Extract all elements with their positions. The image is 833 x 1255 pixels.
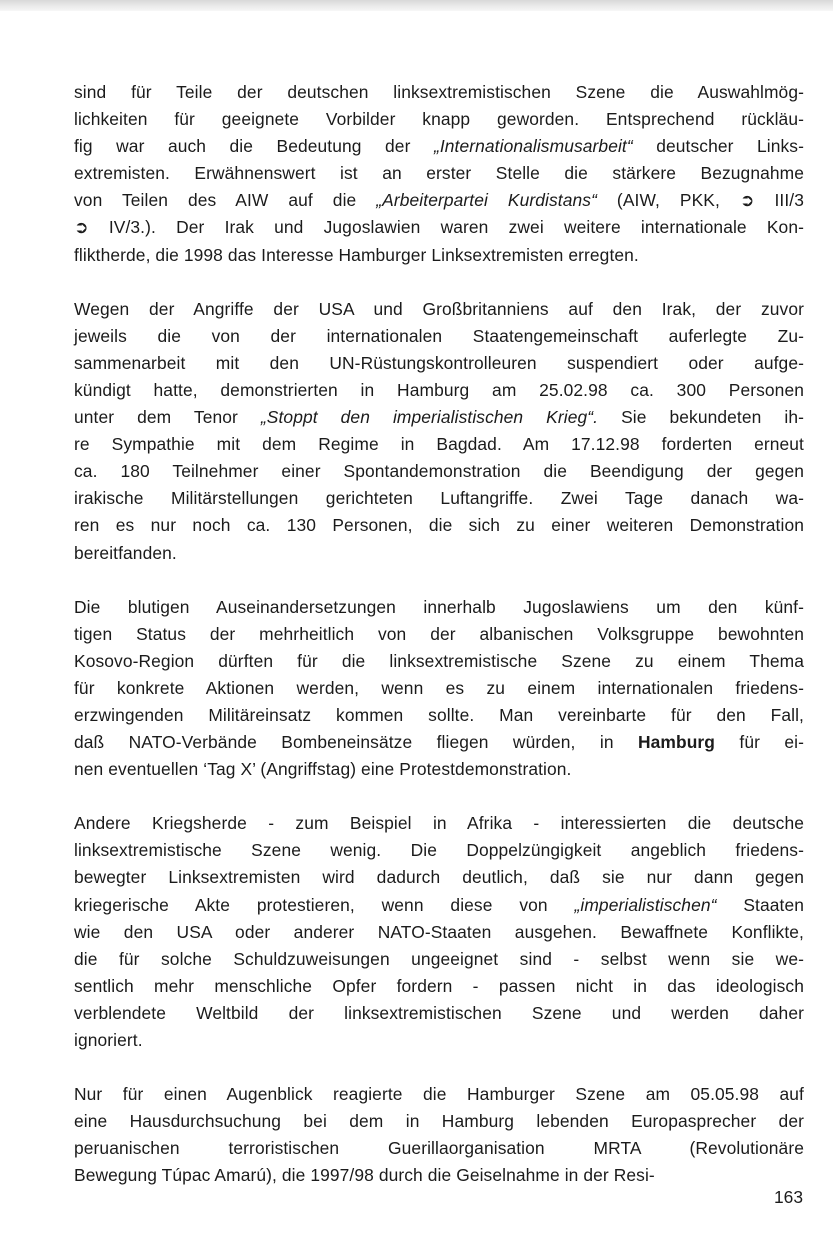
text-run: Nur für einen Augenblick reagierte die Hamburger Szene am 05.05.98 auf [74, 1084, 804, 1105]
text-line [74, 973, 804, 1000]
text-run: tigen Status der mehrheitlich von der albanischen Volksgruppe bewohnten [74, 623, 804, 644]
text-run: nen eventuellen ‘Tag X’ (Angriffstag) eine Protestdemonstration. [74, 759, 572, 780]
text-run: (AIW, PKK, ➲ III/3 [596, 190, 804, 211]
text-line [74, 756, 804, 783]
text-run: fliktherde, die 1998 das Interesse Hamburger Linksextremisten erregten. [74, 244, 639, 265]
paragraph [74, 810, 804, 1054]
text-line [74, 621, 804, 648]
text-line [74, 160, 804, 187]
text-line [74, 214, 804, 241]
text-run: Andere Kriegsherde - zum Beispiel in Afrika - interessierten die deutsche [74, 813, 804, 834]
text-run: von Teilen des AIW auf die [74, 190, 377, 211]
page-number: 163 [773, 1187, 803, 1207]
text-run: Die blutigen Auseinandersetzungen innerhalb Jugoslawiens um den künf- [74, 596, 804, 617]
text-run: kriegerische Akte protestieren, wenn diese von [74, 894, 575, 915]
text-run: unter dem Tenor [74, 407, 261, 428]
text-run: erzwingenden Militäreinsatz kommen sollte. Man vereinbarte für den Fall, [74, 704, 804, 725]
text-run: die für solche Schuldzuweisungen ungeeignet sind - selbst wenn sie we- [74, 948, 804, 969]
paragraph [74, 594, 804, 784]
text-run: für ei- [715, 732, 804, 753]
text-line [74, 648, 804, 675]
text-line [74, 377, 804, 404]
paragraph [74, 1081, 804, 1189]
text-line [74, 1027, 804, 1054]
text-line [74, 594, 804, 621]
text-run: fig war auch die Bedeutung der [74, 136, 434, 157]
italic-quote: „Arbeiterpartei Kurdistans“ [376, 190, 597, 211]
text-run: bewegter Linksextremisten wird dadurch deutlich, daß sie nur dann gegen [74, 867, 804, 888]
text-run: wie den USA oder anderer NATO-Staaten ausgehen. Bewaffnete Konflikte, [74, 921, 804, 942]
text-line [74, 1162, 804, 1189]
text-line [74, 404, 804, 431]
text-run: Staaten [716, 894, 804, 915]
text-line [74, 242, 804, 269]
text-run: linksextremistische Szene wenig. Die Doppelzüngigkeit angeblich friedens- [74, 840, 804, 861]
text-run: sammenarbeit mit den UN-Rüstungskontrolleuren suspendiert oder aufge- [74, 352, 804, 373]
text-line [74, 512, 804, 539]
text-line [74, 919, 804, 946]
text-line [74, 431, 804, 458]
text-run: bereitfanden. [74, 542, 177, 563]
text-run: Wegen der Angriffe der USA und Großbritanniens auf den Irak, der zuvor [74, 298, 804, 319]
text-line [74, 485, 804, 512]
text-line [74, 864, 804, 891]
text-line [74, 675, 804, 702]
text-line [74, 458, 804, 485]
text-line [74, 702, 804, 729]
text-run: kündigt hatte, demonstrierten in Hamburg am 25.02.98 ca. 300 Personen [74, 379, 804, 400]
text-run: ren es nur noch ca. 130 Personen, die sich zu einer weiteren Demonstration [74, 515, 804, 536]
text-run: jeweils die von der internationalen Staatengemeinschaft auferlegte Zu- [74, 325, 804, 346]
text-run: deutscher Links- [632, 136, 804, 157]
paragraph [74, 296, 804, 567]
page-body [74, 79, 804, 1216]
text-line [74, 296, 804, 323]
text-run: sentlich mehr menschliche Opfer fordern - passen nicht in das ideologisch [74, 975, 804, 996]
text-line [74, 187, 804, 214]
text-run: daß NATO-Verbände Bombeneinsätze fliegen würden, in [74, 732, 638, 753]
text-run: Kosovo-Region dürften für die linksextremistische Szene zu einem Thema [74, 650, 804, 671]
text-run: ignoriert. [74, 1030, 143, 1050]
paragraph [74, 79, 804, 269]
scan-top-edge [0, 0, 833, 11]
italic-quote: „imperialistischen“ [574, 894, 717, 915]
text-line [74, 323, 804, 350]
text-run: peruanischen terroristischen Guerillaorganisation MRTA (Revolutionäre [74, 1138, 804, 1159]
text-line [74, 1135, 804, 1162]
text-run: eine Hausdurchsuchung bei dem in Hamburg lebenden Europasprecher der [74, 1111, 804, 1132]
text-line [74, 1081, 804, 1108]
text-line [74, 892, 804, 919]
text-line [74, 540, 804, 567]
text-run: extremisten. Erwähnenswert ist an erster Stelle die stärkere Bezugnahme [74, 163, 804, 184]
text-run: ➲ IV/3.). Der Irak und Jugoslawien waren zwei weitere internationale Kon- [74, 217, 804, 238]
text-line [74, 79, 804, 106]
text-run: irakische Militärstellungen gerichteten Luftangriffe. Zwei Tage danach wa- [74, 488, 804, 509]
text-line [74, 729, 804, 756]
text-line [74, 837, 804, 864]
italic-quote: „Stoppt den imperialistischen Krieg“. [260, 407, 599, 428]
text-run: für konkrete Aktionen werden, wenn es zu einem internationalen friedens- [74, 677, 804, 698]
text-line [74, 946, 804, 973]
text-run: sind für Teile der deutschen linksextremistischen Szene die Auswahlmög- [74, 82, 804, 102]
text-line [74, 133, 804, 160]
text-line [74, 810, 804, 837]
bold-term: Hamburg [637, 732, 716, 753]
text-run: ca. 180 Teilnehmer einer Spontandemonstration die Beendigung der gegen [74, 461, 804, 482]
text-run: Sie bekundeten ih- [598, 407, 804, 428]
text-line [74, 1108, 804, 1135]
text-line [74, 106, 804, 133]
text-run: lichkeiten für geeignete Vorbilder knapp geworden. Entsprechend rückläu- [74, 109, 804, 130]
text-run: Bewegung Túpac Amarú), die 1997/98 durch die Geiselnahme in der Resi- [74, 1165, 655, 1186]
text-line [74, 1000, 804, 1027]
text-run: verblendete Weltbild der linksextremistischen Szene und werden daher [74, 1002, 804, 1023]
text-line [74, 350, 804, 377]
text-run: re Sympathie mit dem Regime in Bagdad. Am 17.12.98 forderten erneut [74, 434, 804, 455]
italic-quote: „Internationalismusarbeit“ [433, 136, 633, 157]
